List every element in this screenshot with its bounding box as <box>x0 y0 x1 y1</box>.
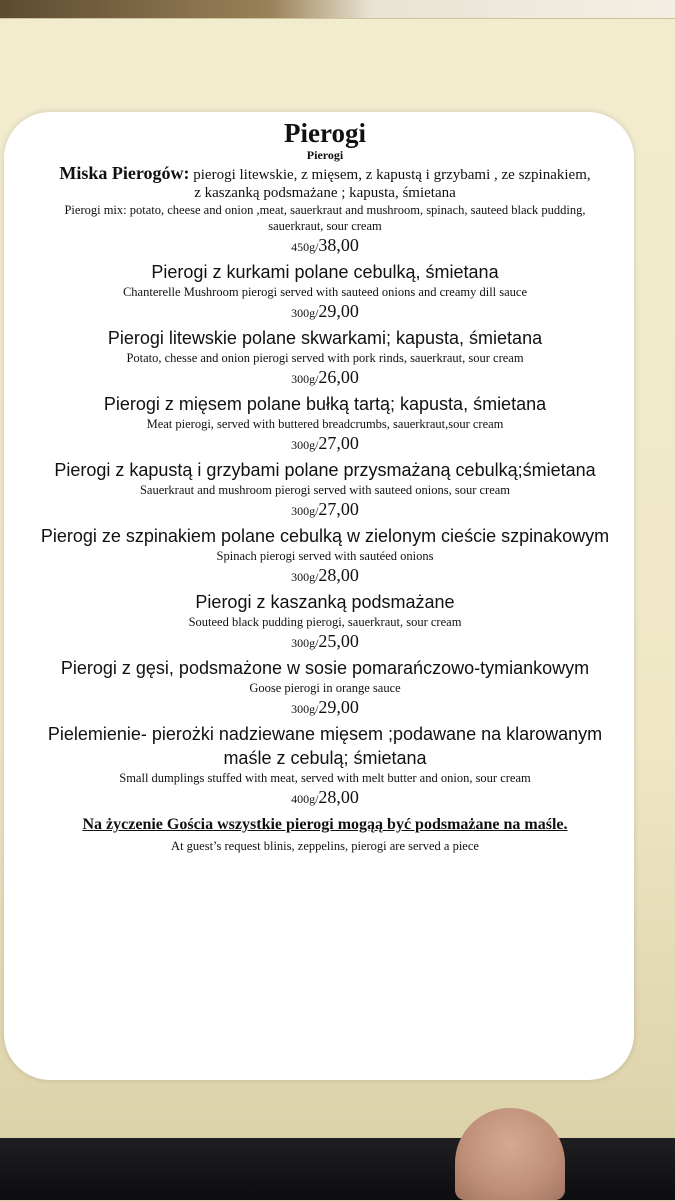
item-desc-en: Spinach pierogi served with sautéed onions <box>216 549 434 563</box>
item-name-pl: Pierogi litewskie polane skwarkami; kapusta, śmietana <box>107 328 543 348</box>
item-desc-en: Meat pierogi, served with buttered breadcrumbs, sauerkraut,sour cream <box>146 417 504 431</box>
item-desc-pl-cont: z kaszanką podsmażane ; kapusta, śmietana <box>194 185 456 201</box>
menu-item <box>40 524 610 588</box>
item-desc-en: Souteed black pudding pierogi, sauerkraut, sour cream <box>188 615 462 629</box>
item-price-value: 27,00 <box>318 433 359 453</box>
footnote-pl: Na życzenie Gościa wszystkie pierogi mogąą być podsmażane na maśle. <box>82 816 568 833</box>
menu-item <box>40 326 610 390</box>
menu-content <box>40 118 610 854</box>
menu-item <box>40 722 610 810</box>
page-subtitle: Pierogi <box>306 148 344 162</box>
item-weight: 300g/ <box>291 306 319 320</box>
item-price-value: 29,00 <box>318 301 359 321</box>
menu-item <box>40 392 610 456</box>
item-name-pl: Pierogi z kurkami polane cebulką, śmietana <box>151 262 499 282</box>
item-price-value: 27,00 <box>318 499 359 519</box>
item-price-value: 25,00 <box>318 631 359 651</box>
item-name-pl: Pierogi z gęsi, podsmażone w sosie pomarańczowo-tymiankowym <box>60 658 590 678</box>
item-name-pl: Pielemienie- pierożki nadziewane mięsem ;podawane na klarowanym maśle z cebulą; śmietana <box>47 724 603 768</box>
item-name-pl: Pierogi z kaszanką podsmażane <box>195 592 455 612</box>
item-price-value: 38,00 <box>318 235 359 255</box>
item-price-value: 26,00 <box>318 367 359 387</box>
item-price <box>40 786 610 810</box>
menu-item <box>40 590 610 654</box>
item-desc-en: Sauerkraut and mushroom pierogi served with sauteed onions, sour cream <box>139 483 511 497</box>
item-heading: Miska Pierogów: <box>59 163 190 183</box>
item-weight: 300g/ <box>291 636 319 650</box>
footnote-en: At guest’s request blinis, zeppelins, pierogi are served a piece <box>171 839 479 853</box>
item-price <box>40 696 610 720</box>
item-price <box>40 630 610 654</box>
item-price <box>40 564 610 588</box>
item-price <box>40 300 610 324</box>
item-weight: 300g/ <box>291 570 319 584</box>
item-price <box>40 498 610 522</box>
item-price <box>40 366 610 390</box>
page-title: Pierogi <box>284 118 366 148</box>
item-desc-pl: pierogi litewskie, z mięsem, z kapustą i grzybami , ze szpinakiem, <box>189 167 591 183</box>
item-desc-en: Small dumplings stuffed with meat, served with melt butter and onion, sour cream <box>119 771 531 785</box>
item-weight: 300g/ <box>291 438 319 452</box>
item-name-pl <box>40 164 610 184</box>
item-price <box>40 432 610 456</box>
item-weight: 450g/ <box>291 240 319 254</box>
item-name-pl: Pierogi ze szpinakiem polane cebulką w zielonym cieście szpinakowym <box>40 526 610 546</box>
item-price-value: 28,00 <box>318 787 359 807</box>
item-desc-en: Pierogi mix: potato, cheese and onion ,meat, sauerkraut and mushroom, spinach, sauteed black pudding, sauerkraut, sour cream <box>64 203 586 233</box>
menu-item <box>40 260 610 324</box>
item-desc-en: Goose pierogi in orange sauce <box>249 681 401 695</box>
menu-item <box>40 656 610 720</box>
item-price <box>40 234 610 258</box>
item-name-pl: Pierogi z mięsem polane bułką tartą; kapusta, śmietana <box>103 394 547 414</box>
item-weight: 300g/ <box>291 702 319 716</box>
item-name-pl: Pierogi z kapustą i grzybami polane przysmażaną cebulką;śmietana <box>54 460 596 480</box>
item-weight: 300g/ <box>291 504 319 518</box>
item-price-value: 28,00 <box>318 565 359 585</box>
item-price-value: 29,00 <box>318 697 359 717</box>
menu-binding <box>0 1138 675 1200</box>
item-desc-en: Potato, chesse and onion pierogi served with pork rinds, sauerkraut, sour cream <box>126 351 524 365</box>
item-weight: 300g/ <box>291 372 319 386</box>
menu-item <box>40 458 610 522</box>
menu-item-mix <box>40 164 610 258</box>
item-desc-en: Chanterelle Mushroom pierogi served with sauteed onions and creamy dill sauce <box>122 285 528 299</box>
item-weight: 400g/ <box>291 792 319 806</box>
